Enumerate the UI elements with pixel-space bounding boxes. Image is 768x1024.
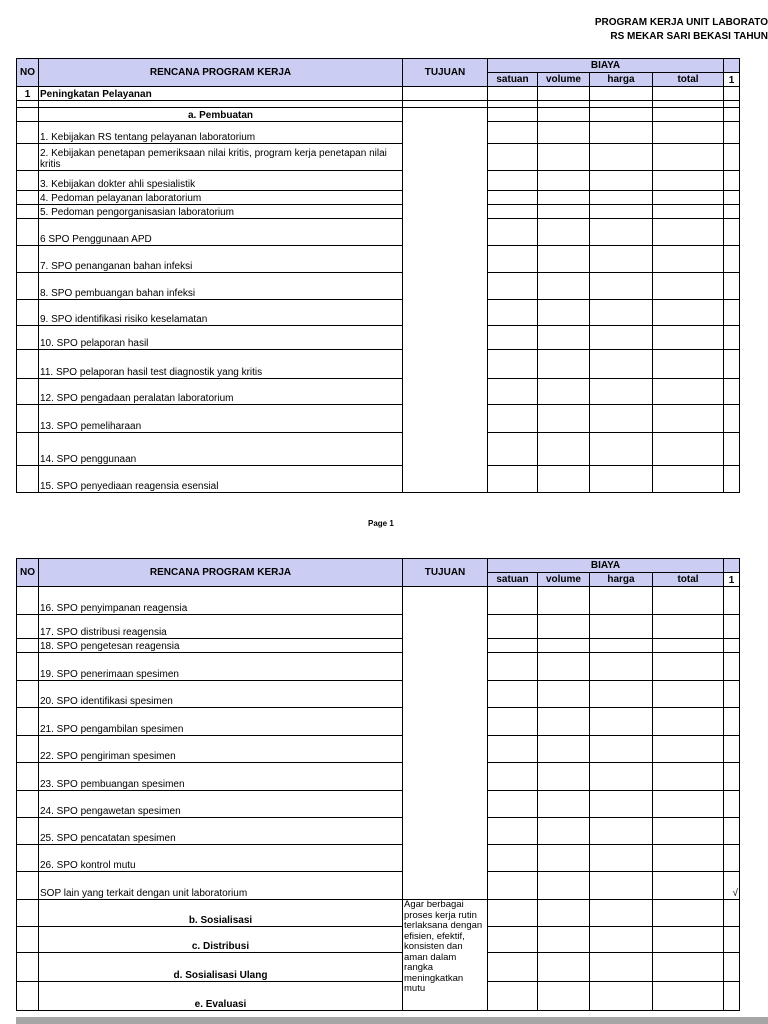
program-item-text: 13. SPO pemeliharaan — [39, 405, 403, 433]
document-title-line1: PROGRAM KERJA UNIT LABORATO — [594, 17, 768, 28]
table-row — [17, 122, 768, 144]
col-header-biaya: BIAYA — [488, 559, 724, 573]
col-header-volume: volume — [538, 73, 590, 87]
table-row — [17, 273, 768, 300]
table-row — [17, 900, 768, 927]
checkmark: √ — [724, 872, 740, 900]
col-header-tujuan: TUJUAN — [403, 559, 488, 587]
document-title-line2: RS MEKAR SARI BEKASI TAHUN — [610, 31, 768, 42]
sub-section-label: d. Sosialisasi Ulang — [39, 953, 403, 982]
table-row — [17, 466, 768, 493]
table-row — [17, 953, 768, 982]
table-row — [17, 171, 768, 191]
table-row — [17, 587, 768, 615]
col-header-harga: harga — [590, 573, 653, 587]
program-item-text: 14. SPO penggunaan — [39, 433, 403, 466]
col-header-volume: volume — [538, 573, 590, 587]
table-row — [17, 872, 768, 900]
table-row — [17, 433, 768, 466]
page-number: Page 1 — [368, 519, 394, 528]
program-item-text: 7. SPO penanganan bahan infeksi — [39, 246, 403, 273]
col-header-month-1: 1 — [724, 573, 740, 587]
table-row — [17, 736, 768, 763]
sub-section-pembuatan: a. Pembuatan — [39, 108, 403, 122]
sub-section-label: c. Distribusi — [39, 927, 403, 953]
table-row — [17, 653, 768, 681]
program-item-text: 5. Pedoman pengorganisasian laboratorium — [39, 205, 403, 219]
program-item-text: 15. SPO penyediaan reagensia esensial — [39, 466, 403, 493]
program-item-text: 10. SPO pelaporan hasil — [39, 326, 403, 350]
tujuan-text: Agar berbagai proses kerja rutin terlaksana dengan efisien, efektif, konsisten dan aman dalam rangka meningkatkan mutu — [403, 900, 488, 1011]
table-row — [17, 326, 768, 350]
program-item-text: 25. SPO pencatatan spesimen — [39, 818, 403, 845]
program-item-text: 26. SPO kontrol mutu — [39, 845, 403, 872]
col-header-no: NO — [17, 559, 39, 587]
program-item-text: 6 SPO Penggunaan APD — [39, 219, 403, 246]
table-row — [17, 639, 768, 653]
col-header-month-1: 1 — [724, 73, 740, 87]
table-row — [17, 144, 768, 171]
footer-bar — [16, 1017, 768, 1024]
program-item-text: 9. SPO identifikasi risiko keselamatan — [39, 300, 403, 326]
program-item-text: 22. SPO pengiriman spesimen — [39, 736, 403, 763]
program-item-text: 24. SPO pengawetan spesimen — [39, 791, 403, 818]
program-table-page1 — [16, 58, 768, 493]
section-title: Peningkatan Pelayanan — [39, 87, 403, 101]
table-row — [17, 818, 768, 845]
table-row — [17, 927, 768, 953]
program-table-page2 — [16, 558, 768, 1011]
program-item-text: 4. Pedoman pelayanan laboratorium — [39, 191, 403, 205]
program-item-text: 16. SPO penyimpanan reagensia — [39, 587, 403, 615]
program-item-text: 3. Kebijakan dokter ahli spesialistik — [39, 171, 403, 191]
program-item-text: 1. Kebijakan RS tentang pelayanan laboratorium — [39, 122, 403, 144]
program-item-text: 23. SPO pembuangan spesimen — [39, 763, 403, 791]
program-item-text: 18. SPO pengetesan reagensia — [39, 639, 403, 653]
other-sop-text: SOP lain yang terkait dengan unit laboratorium — [39, 872, 403, 900]
sub-section-label: b. Sosialisasi — [39, 900, 403, 927]
program-item-text: 8. SPO pembuangan bahan infeksi — [39, 273, 403, 300]
col-header-tujuan: TUJUAN — [403, 59, 488, 87]
table-row — [17, 350, 768, 379]
table-row — [17, 763, 768, 791]
program-item-text: 21. SPO pengambilan spesimen — [39, 708, 403, 736]
table-row — [17, 300, 768, 326]
table-row — [17, 379, 768, 405]
table-row — [17, 246, 768, 273]
section-number: 1 — [17, 87, 39, 101]
program-item-text: 20. SPO identifikasi spesimen — [39, 681, 403, 708]
table-row — [17, 615, 768, 639]
table-row — [17, 205, 768, 219]
col-header-total: total — [653, 73, 724, 87]
program-item-text: 19. SPO penerimaan spesimen — [39, 653, 403, 681]
col-header-satuan: satuan — [488, 573, 538, 587]
sub-section-label: e. Evaluasi — [39, 982, 403, 1011]
col-header-rencana: RENCANA PROGRAM KERJA — [39, 559, 403, 587]
table-row — [17, 845, 768, 872]
col-header-total: total — [653, 573, 724, 587]
program-item-text: 11. SPO pelaporan hasil test diagnostik yang kritis — [39, 350, 403, 379]
program-item-text: 17. SPO distribusi reagensia — [39, 615, 403, 639]
table-row — [17, 219, 768, 246]
col-header-biaya: BIAYA — [488, 59, 724, 73]
table-row — [17, 791, 768, 818]
col-header-satuan: satuan — [488, 73, 538, 87]
table-row — [17, 708, 768, 736]
col-header-rencana: RENCANA PROGRAM KERJA — [39, 59, 403, 87]
table-row — [17, 681, 768, 708]
table-row — [17, 191, 768, 205]
col-header-harga: harga — [590, 73, 653, 87]
table-row — [17, 982, 768, 1011]
table-row — [17, 405, 768, 433]
program-item-text: 2. Kebijakan penetapan pemeriksaan nilai kritis, program kerja penetapan nilai kritis — [39, 144, 403, 171]
program-item-text: 12. SPO pengadaan peralatan laboratorium — [39, 379, 403, 405]
col-header-no: NO — [17, 59, 39, 87]
